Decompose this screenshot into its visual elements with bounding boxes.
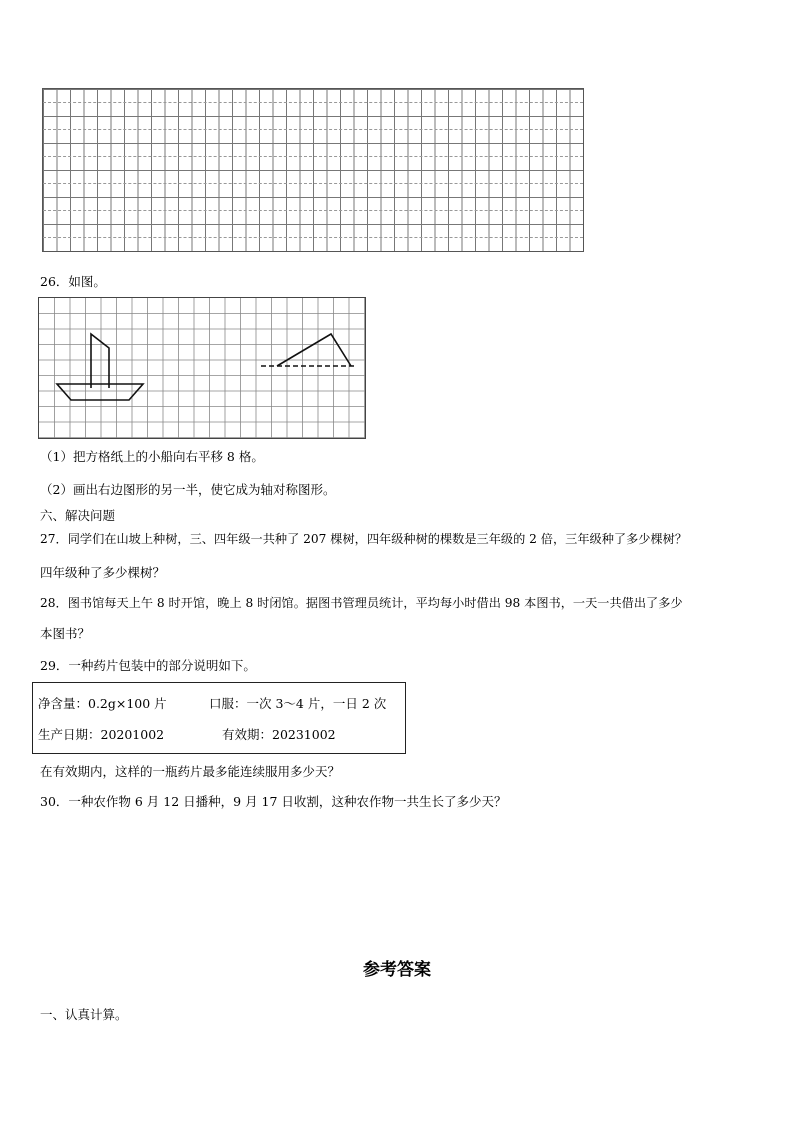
q27-line-2: 四年级种了多少棵树？ [40, 565, 166, 580]
net-content: 净含量：0.2g×100 片 [38, 696, 167, 711]
sailboat-sail [91, 334, 109, 388]
q26-grid-figure [38, 297, 366, 439]
grid-guide-line [43, 156, 583, 157]
q26-item-1: （1）把方格纸上的小船向右平移 8 格。 [40, 449, 264, 464]
section-heading-1: 一、认真计算。 [40, 1007, 128, 1022]
q29-heading: 29．一种药片包装中的部分说明如下。 [40, 658, 256, 673]
grid-guide-line [43, 210, 583, 211]
q27-line-1: 27．同学们在山坡上种树，三、四年级一共种了 207 棵树，四年级种树的棵数是三年级的 2 倍，三年级种了多少棵树？ [40, 532, 688, 546]
writing-grid [42, 88, 584, 252]
half-shape [277, 334, 351, 366]
q28-line-1: 28．图书馆每天上午 8 时开馆，晚上 8 时闭馆。据图书管理员统计，平均每小时借出 98 本图书，一天一共借出了多少 [40, 596, 683, 610]
q30-text: 30．一种农作物 6 月 12 日播种，9 月 17 日收割，这种农作物一共生长了多少天？ [40, 794, 507, 809]
dosage: 口服：一次 3～4 片，一日 2 次 [209, 696, 387, 711]
answers-title: 参考答案 [363, 960, 431, 980]
q29-question: 在有效期内，这样的一瓶药片最多能连续服用多少天？ [40, 764, 341, 779]
grid-guide-line [43, 237, 583, 238]
medicine-label-box [32, 682, 406, 754]
q26-heading: 26．如图。 [40, 274, 106, 289]
q26-item-2: （2）画出右边图形的另一半，使它成为轴对称图形。 [40, 482, 336, 497]
section-heading-6: 六、解决问题 [40, 508, 116, 523]
expiry-date: 有效期：20231002 [222, 727, 336, 742]
production-date: 生产日期：20201002 [38, 727, 165, 742]
grid-guide-line [43, 183, 583, 184]
grid-guide-line [43, 129, 583, 130]
grid-guide-line [43, 102, 583, 103]
q26-figure-svg [39, 298, 365, 438]
q28-line-2: 本图书？ [40, 626, 91, 641]
